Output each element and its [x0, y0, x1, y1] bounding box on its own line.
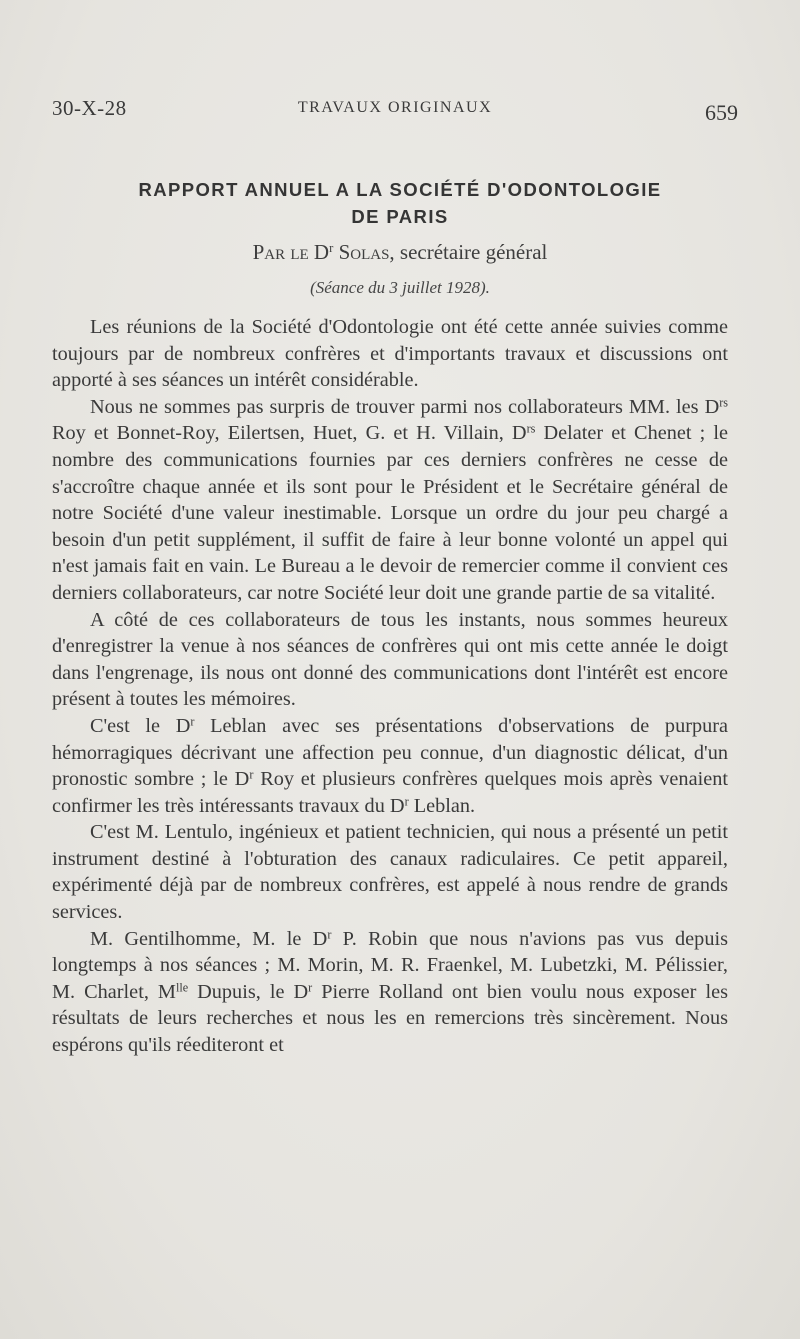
byline-prefix: Par le D: [252, 240, 330, 264]
text-run: C'est M. Lentulo, ingénieux et patient technicien, qui nous a présenté un petit instrument destiné à l'obturation des canaux radiculaires. Ce petit appareil, expérimenté déjà par de nombreux confrères, est appelé à nous rendre de grands services.: [52, 821, 728, 924]
superscript: r: [327, 926, 332, 941]
text-run: Leblan avec ses présentations d'observations de purpura hémorragiques décrivant une affection peu connue, d'un diagnostic délicat, d'un pronostic sombre ; le D: [52, 714, 728, 791]
paragraph: [52, 394, 728, 607]
superscript: rs: [526, 421, 536, 436]
text-run: P. Robin que nous n'avions pas vus depuis longtemps à nos séances ; M. Morin, M. R. Fraenkel, M. Lubetzki, M. Pélissier, M. Charlet, M: [52, 927, 728, 1003]
text-run: Les réunions de la Société d'Odontologie ont été cette année suivies comme toujours par de nombreux confrères et d'importants travaux et discussions ont apporté à ses séances un intérêt considérable.: [52, 316, 728, 392]
paragraph: [52, 713, 728, 819]
superscript: r: [308, 980, 313, 995]
text-run: C'est le D: [90, 714, 191, 737]
text-run: Leblan.: [408, 794, 476, 817]
paragraph: [52, 819, 728, 925]
paragraph: [52, 314, 728, 394]
text-run: Dupuis, le D: [188, 980, 309, 1003]
text-run: Roy et plusieurs confrères quelques mois après venaient confirmer les très intéressants travaux du D: [52, 768, 728, 817]
text-run: Pierre Rolland ont bien voulu nous exposer les résultats de leurs recherches et nous les en remercions très sincèrement. Nous espérons qu'ils réediteront et: [52, 980, 728, 1057]
paragraph: [52, 607, 728, 713]
article-body: [52, 314, 728, 1059]
superscript: r: [190, 714, 195, 729]
running-head: [52, 96, 738, 126]
superscript: r: [249, 767, 254, 782]
byline-role: , secrétaire général: [389, 240, 548, 264]
superscript: lle: [175, 980, 189, 995]
text-run: Nous ne sommes pas surpris de trouver parmi nos collaborateurs MM. les D: [90, 395, 720, 418]
article-title: [60, 176, 740, 230]
byline-title-sup: r: [329, 241, 334, 256]
text-run: M. Gentilhomme, M. le D: [90, 927, 328, 950]
superscript: rs: [719, 395, 728, 410]
byline-author: Solas: [338, 240, 390, 264]
paragraph: [52, 926, 728, 1059]
page-number: 659: [705, 100, 738, 125]
article-title-line-2: DE PARIS: [351, 206, 449, 227]
session-date: (Séance du 3 juillet 1928).: [310, 278, 490, 297]
section-title: TRAVAUX ORIGINAUX: [297, 99, 493, 116]
article-byline: [60, 240, 740, 265]
text-run: A côté de ces collaborateurs de tous les instants, nous sommes heureux d'enregistrer la venue à nos séances de confrères qui ont mis cette année le doigt dans l'engrenage, ils nous ont donné des communications dont l'intérêt est encore présent à toutes les mémoires.: [52, 608, 728, 711]
superscript: r: [404, 794, 409, 808]
text-run: Roy et Bonnet-Roy, Eilertsen, Huet, G. et H. Villain, D: [52, 422, 527, 445]
article-title-line-1: RAPPORT ANNUEL A LA SOCIÉTÉ D'ODONTOLOGIE: [138, 179, 662, 200]
issue-date: 30-X-28: [52, 96, 127, 120]
text-run: Delater et Chenet ; le nombre des communications fournies par ces derniers confrères ne cesse de s'accroître chaque année et ils sont pour le Président et le Secrétaire général de notre Société d'une valeur inestimable. Lorsque un ordre du jour peu chargé a besoin d'un petit supplément, il suffit de faire à leur bonne volonté un appel qui n'est jamais fait en vain. Le Bureau a le devoir de remercier comme il convient ces derniers collaborateurs, car notre Société leur doit une grande partie de sa vitalité.: [52, 422, 728, 604]
